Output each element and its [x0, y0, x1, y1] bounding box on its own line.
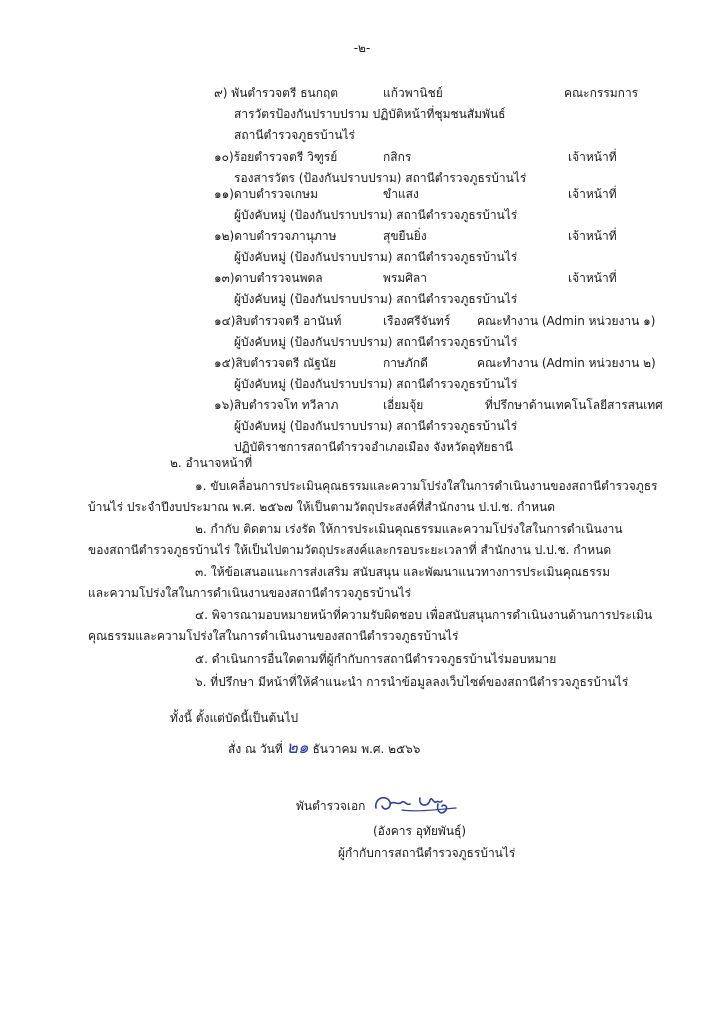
- signer-name: (อังคาร อุทัยพันธุ์): [373, 824, 467, 838]
- duty-first-line: ๔. พิจารณามอบหมายหน้าที่ความรับผิดชอบ เพื่อสนับสนุนการดำเนินงานด้านการประเมิน: [195, 608, 653, 622]
- handwritten-signature: [372, 792, 462, 818]
- member-position-line: สารวัตรป้องกันปราบปราม ปฏิบัติหน้าที่ชุมชนสัมพันธ์: [234, 107, 506, 121]
- member-surname: ขำแสง: [383, 187, 419, 201]
- signer-rank: พันตำรวจเอก: [296, 799, 366, 813]
- member-position-line: ผู้บังคับหมู่ (ป้องกันปราบปราม) สถานีตำรวจภูธรบ้านไร่: [234, 419, 518, 433]
- duty-first-line: ๑. ขับเคลื่อนการประเมินคุณธรรมและความโปร่งใสในการดำเนินงานของสถานีตำรวจภูธร: [195, 479, 658, 493]
- member-role: เจ้าหน้าที่: [568, 150, 617, 164]
- member-role: ที่ปรึกษาด้านเทคโนโลยีสารสนเทศ: [485, 398, 663, 412]
- effective-statement: ทั้งนี้ ตั้งแต่บัดนี้เป็นต้นไป: [170, 711, 299, 725]
- member-name: ๑๖)สิบตำรวจโท ทวีลาภ: [214, 398, 339, 412]
- order-date: [228, 740, 420, 757]
- duty-first-line: ๒. กำกับ ติดตาม เร่งรัด ให้การประเมินคุณธรรมและความโปร่งใสในการดำเนินงาน: [195, 522, 623, 536]
- member-role: เจ้าหน้าที่: [568, 187, 617, 201]
- member-name: ๑๔)สิบตำรวจตรี อานันท์: [214, 314, 342, 328]
- page-number: -๒-: [353, 41, 371, 55]
- member-position-line: รองสารวัตร (ป้องกันปราบปราม) สถานีตำรวจภูธรบ้านไร่: [234, 171, 527, 185]
- duties-heading: ๒. อำนาจหน้าที่: [170, 456, 253, 470]
- member-surname: สุขยืนยิ่ง: [383, 229, 427, 243]
- duty-continuation: และความโปร่งใสในการดำเนินงานของสถานีตำรวจภูธรบ้านไร่: [88, 586, 412, 600]
- member-position-line: ผู้บังคับหมู่ (ป้องกันปราบปราม) สถานีตำรวจภูธรบ้านไร่: [234, 335, 518, 349]
- duty-continuation: ของสถานีตำรวจภูธรบ้านไร่ ให้เป็นไปตามวัตถุประสงค์และกรอบระยะเวลาที่ สำนักงาน ป.ป.ช. กำหนด: [88, 543, 612, 557]
- member-position-line: ผู้บังคับหมู่ (ป้องกันปราบปราม) สถานีตำรวจภูธรบ้านไร่: [234, 250, 518, 264]
- order-date-rest: ธันวาคม พ.ศ. ๒๕๖๖: [312, 742, 421, 756]
- member-position-line: ผู้บังคับหมู่ (ป้องกันปราบปราม) สถานีตำรวจภูธรบ้านไร่: [234, 292, 518, 306]
- member-role: คณะกรรมการ: [564, 86, 639, 100]
- member-surname: เอี่ยมจุ้ย: [383, 398, 424, 412]
- signer-position: ผู้กำกับการสถานีตำรวจภูธรบ้านไร่: [338, 846, 516, 860]
- member-surname: เรืองศรีจันทร์: [383, 314, 451, 328]
- duty-first-line: ๓. ให้ข้อเสนอแนะการส่งเสริม สนับสนุน และพัฒนาแนวทางการประเมินคุณธรรม: [195, 565, 611, 579]
- member-role: เจ้าหน้าที่: [568, 271, 617, 285]
- member-surname: กสิกร: [383, 150, 412, 164]
- member-position-line: ปฏิบัติราชการสถานีตำรวจอำเภอเมือง จังหวัดอุทัยธานี: [234, 440, 513, 454]
- member-surname: กาษภักดี: [383, 356, 428, 370]
- order-date-day: ๒๑: [286, 738, 309, 758]
- member-name: ๑๒)ดาบตำรวจภานุภาษ: [214, 229, 337, 243]
- member-name: ๙) พันตำรวจตรี ธนกฤต: [214, 86, 339, 100]
- member-surname: แก้วพานิชย์: [383, 86, 443, 100]
- member-name: ๑๓)ดาบตำรวจนพดล: [214, 271, 323, 285]
- member-role: เจ้าหน้าที่: [568, 229, 617, 243]
- member-role: คณะทำงาน (Admin หน่วยงาน ๑): [477, 314, 656, 328]
- member-name: ๑๐)ร้อยตำรวจตรี วิฑูรย์: [214, 150, 338, 164]
- member-name: ๑๕)สิบตำรวจตรี ณัฐนัย: [214, 356, 337, 370]
- order-date-prefix: สั่ง ณ วันที่: [228, 742, 283, 756]
- member-name: ๑๑)ดาบตำรวจเกษม: [214, 187, 318, 201]
- duty-continuation: บ้านไร่ ประจำปีงบประมาณ พ.ศ. ๒๕๖๗ ให้เป็นตามวัตถุประสงค์ที่สำนักงาน ป.ป.ช. กำหนด: [88, 500, 555, 514]
- member-surname: พรมศิลา: [383, 271, 427, 285]
- member-position-line: ผู้บังคับหมู่ (ป้องกันปราบปราม) สถานีตำรวจภูธรบ้านไร่: [234, 377, 518, 391]
- duty-continuation: คุณธรรมและความโปร่งใสในการดำเนินงานของสถานีตำรวจภูธรบ้านไร่: [88, 629, 459, 643]
- member-position-line: ผู้บังคับหมู่ (ป้องกันปราบปราม) สถานีตำรวจภูธรบ้านไร่: [234, 208, 518, 222]
- duty-first-line: ๕. ดำเนินการอื่นใดตามที่ผู้กำกับการสถานีตำรวจภูธรบ้านไร่มอบหมาย: [195, 652, 557, 666]
- member-position-line: สถานีตำรวจภูธรบ้านไร่: [234, 128, 355, 142]
- member-role: คณะทำงาน (Admin หน่วยงาน ๒): [477, 356, 656, 370]
- duty-first-line: ๖. ที่ปรึกษา มีหน้าที่ให้คำแนะนำ การนำข้อมูลลงเว็บไซต์ของสถานีตำรวจภูธรบ้านไร่: [195, 675, 629, 689]
